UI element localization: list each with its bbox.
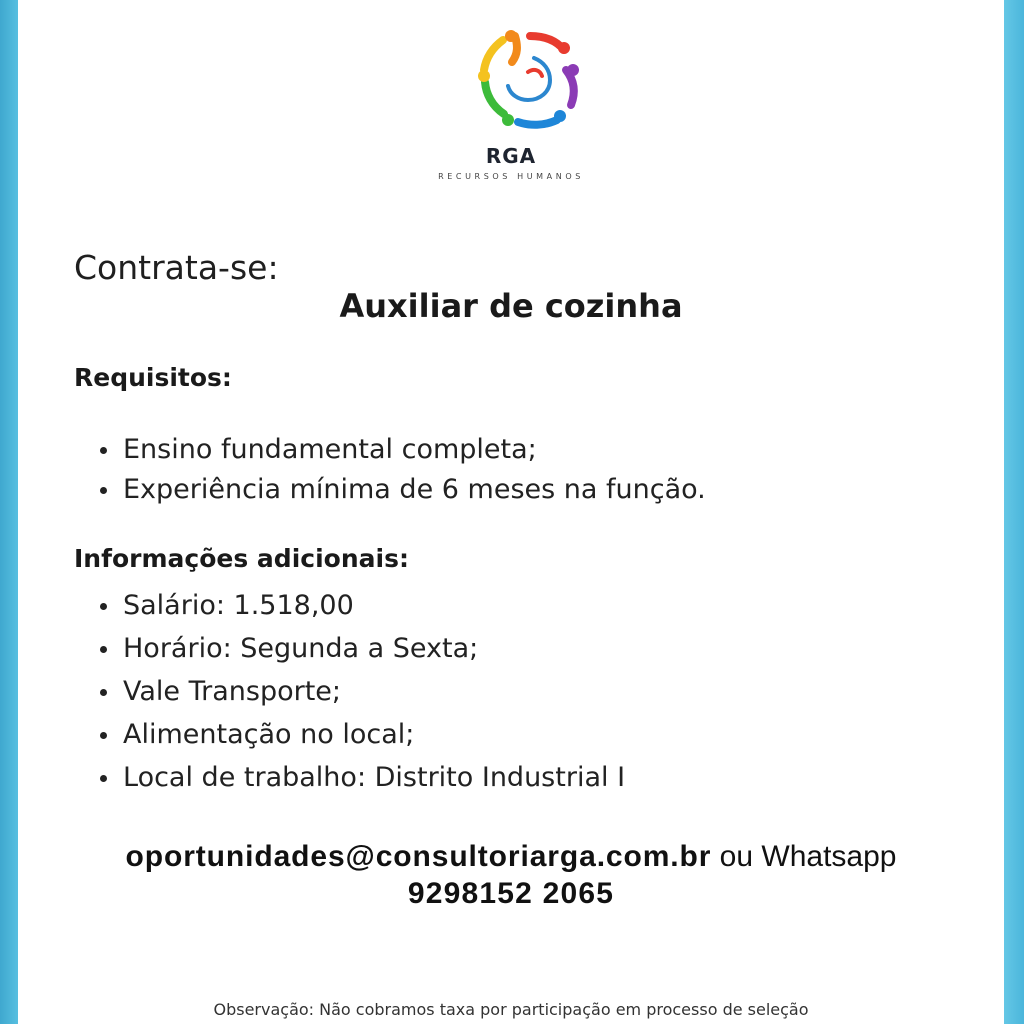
list-item: Salário: 1.518,00: [96, 584, 625, 627]
list-item: Vale Transporte;: [96, 670, 625, 713]
contact-phone[interactable]: 9298152 2065: [407, 877, 615, 910]
requirements-list: [96, 430, 706, 510]
additional-info-list: [96, 584, 625, 799]
brand-subtitle: RECURSOS HUMANOS: [438, 172, 584, 181]
hiring-intro: Contrata-se:: [74, 248, 279, 287]
list-item: Ensino fundamental completa;: [96, 430, 706, 470]
list-item: Horário: Segunda a Sexta;: [96, 627, 625, 670]
contact-connector: ou Whatsapp: [711, 840, 897, 873]
additional-info-heading: Informações adicionais:: [74, 544, 409, 573]
job-title: Auxiliar de cozinha: [339, 287, 683, 325]
colorful-people-circle-logo-icon: [472, 28, 588, 132]
list-item: Experiência mínima de 6 meses na função.: [96, 470, 706, 510]
contact-block: [18, 838, 1004, 912]
disclaimer-note: Observação: Não cobramos taxa por participação em processo de seleção: [213, 1000, 809, 1019]
poster-sheet: [18, 0, 1004, 1024]
list-item: Alimentação no local;: [96, 713, 625, 756]
list-item: Local de trabalho: Distrito Industrial I: [96, 756, 625, 799]
brand-name: RGA: [485, 144, 537, 168]
contact-email[interactable]: oportunidades@consultoriarga.com.br: [125, 840, 712, 873]
requirements-heading: Requisitos:: [74, 363, 232, 392]
